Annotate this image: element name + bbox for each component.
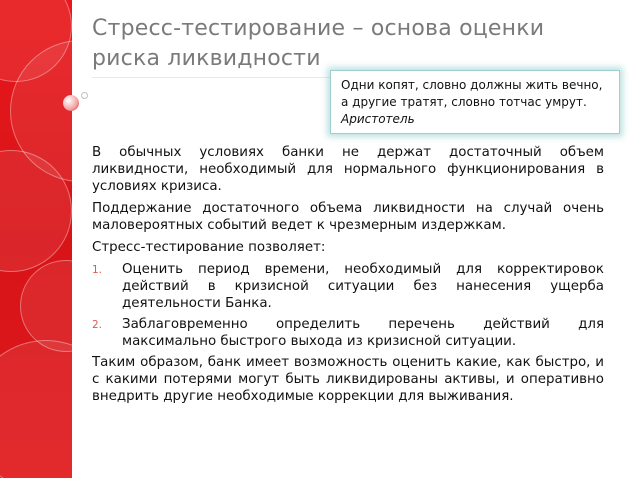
paragraph-costs: Поддержание достаточного объема ликвидности на случай очень маловероятных событий ведет к чрезмерным издержкам. xyxy=(92,201,604,233)
quote-box xyxy=(330,70,620,134)
list-item xyxy=(92,261,604,312)
list-item-text: Заблаговременно определить перечень действий для максимально быстрого выхода из кризисной ситуации. xyxy=(122,317,604,349)
quote-text: Одни копят, словно должны жить вечно, а другие тратят, словно тотчас умрут. xyxy=(341,78,603,109)
decorative-dot-small xyxy=(81,92,88,99)
list-item-text: Оценить период времени, необходимый для корректировок действий в кризисной ситуации без нанесения ущерба деятельности Банка. xyxy=(122,262,604,311)
numbered-list xyxy=(92,261,604,350)
slide-title: Стресс-тестирование – основа оценки риска ликвидности xyxy=(92,16,545,71)
quote-author: Аристотель xyxy=(341,112,415,126)
list-item-number: 1. xyxy=(92,264,103,276)
paragraph-list-lead: Стресс-тестирование позволяет: xyxy=(92,240,326,255)
list-item-number: 2. xyxy=(92,319,103,331)
decorative-red-sidebar xyxy=(0,0,72,478)
paragraph-conclusion: Таким образом, банк имеет возможность оценить какие, как быстро, и с какими потерями могут быть ликвидированы активы, и оперативно внедрить другие необходимые коррекции для выживания. xyxy=(92,355,604,404)
list-item xyxy=(92,316,604,350)
slide-body xyxy=(92,144,604,410)
paragraph-intro: В обычных условиях банки не держат достаточный объем ликвидности, необходимый для нормального функционирования в условиях кризиса. xyxy=(92,145,604,194)
decorative-dot-large xyxy=(63,95,79,111)
